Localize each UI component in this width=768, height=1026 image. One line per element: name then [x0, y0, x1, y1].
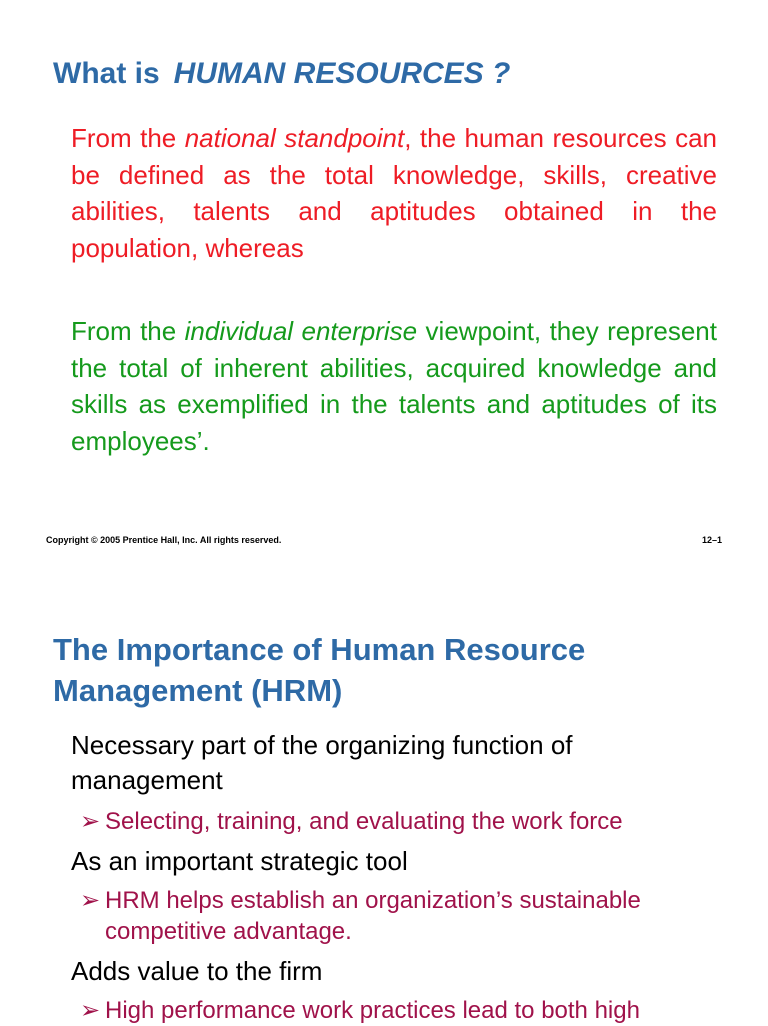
sub-bullet-text: High performance work practices lead to both high	[105, 997, 640, 1024]
sub-bullet-competitive-advantage	[80, 885, 710, 947]
para-green-italic: individual enterprise	[184, 316, 418, 346]
sub-bullet-text-continued: competitive advantage.	[105, 918, 352, 945]
para-green-text-2: viewpoint, they represent the total of inherent abilities, acquired knowledge and skills as exemplified in the talents and aptitudes of its	[71, 316, 717, 419]
copyright-notice: Copyright © 2005 Prentice Hall, Inc. All rights reserved.	[46, 535, 282, 545]
arrow-bullet-icon: ➢	[80, 887, 101, 914]
slide-1-title	[53, 52, 510, 96]
sub-bullet-text: Selecting, training, and evaluating the work force	[105, 808, 623, 835]
bullet-organizing-function: Necessary part of the organizing function of management	[71, 730, 573, 795]
slide-2	[0, 560, 768, 1024]
title-plain: What is	[53, 57, 160, 90]
arrow-bullet-icon: ➢	[80, 997, 101, 1024]
slide-2-title: The Importance of Human Resource Management (HRM)	[53, 632, 586, 708]
individual-enterprise-paragraph	[71, 313, 717, 459]
national-standpoint-paragraph	[71, 120, 717, 266]
para-red-italic: national standpoint	[184, 123, 405, 153]
slide-number: 12–1	[701, 535, 722, 545]
title-italic: HUMAN RESOURCES ?	[173, 57, 511, 90]
para-green-bold: employees	[71, 425, 197, 456]
para-red-text-2: , the human resources can be defined as the total knowledge, skills, creative abilities, talents and aptitudes obtained in the population, whereas	[71, 123, 717, 263]
para-green-text-1: From the	[71, 316, 185, 346]
bullet-strategic-tool: As an important strategic tool	[71, 846, 408, 876]
para-green-text-3: ’.	[196, 425, 210, 456]
sub-bullet-text: HRM helps establish an organization’s sustainable	[105, 887, 641, 914]
para-red-text-1: From the	[71, 123, 185, 153]
arrow-bullet-icon: ➢	[80, 808, 101, 835]
bullet-adds-value: Adds value to the firm	[71, 956, 323, 986]
sub-bullet-selecting-training	[80, 806, 710, 837]
sub-bullet-high-performance	[80, 995, 710, 1026]
